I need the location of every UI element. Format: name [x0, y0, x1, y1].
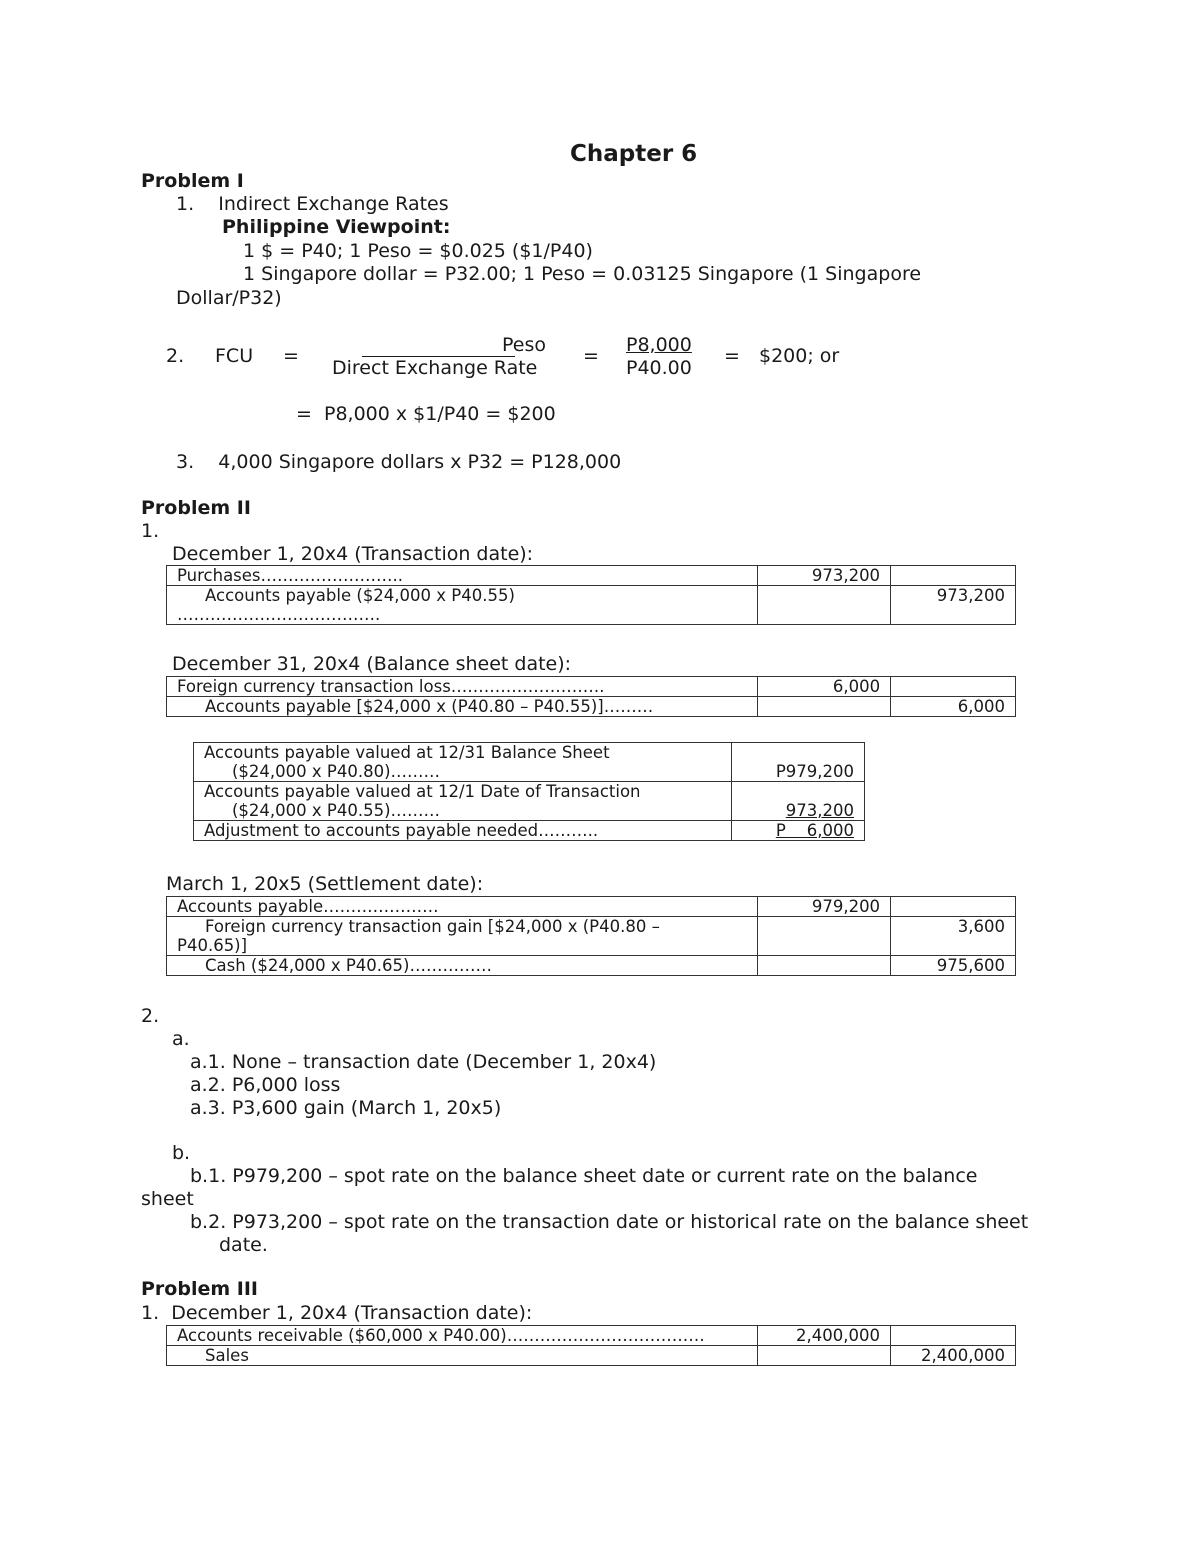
chapter-title: Chapter 6	[570, 141, 698, 167]
account-cell: Sales	[167, 1346, 758, 1366]
debit-cell	[758, 586, 891, 625]
problem-3-heading: Problem III	[141, 1278, 258, 1300]
debit-cell	[758, 956, 891, 976]
p1-item-3: 3. 4,000 Singapore dollars x P32 = P128,000	[176, 451, 622, 473]
debit-cell	[758, 1346, 891, 1366]
description-cell: Accounts payable valued at 12/1 Date of Transaction ($24,000 x P40.55)………	[194, 782, 732, 821]
equals-sign: =	[583, 345, 599, 367]
problem-1-heading: Problem I	[141, 170, 244, 192]
fraction-1-denominator: Direct Exchange Rate	[332, 357, 538, 379]
answer-a1: a.1. None – transaction date (December 1, 20x4)	[190, 1051, 657, 1073]
rate-line-dollar: 1 $ = P40; 1 Peso = $0.025 ($1/P40)	[243, 240, 593, 262]
fraction-2-numerator: P8,000	[626, 334, 692, 356]
fcu-result: $200; or	[759, 345, 840, 367]
p3-line-1: 1. December 1, 20x4 (Transaction date):	[141, 1302, 533, 1324]
mar1-label: March 1, 20x5 (Settlement date):	[166, 873, 484, 895]
p1-item-2-number: 2.	[166, 345, 185, 367]
table-row	[167, 586, 1016, 625]
table-row	[167, 677, 1016, 697]
rate-line-singapore: 1 Singapore dollar = P32.00; 1 Peso = 0.03125 Singapore (1 Singapore	[243, 263, 922, 285]
debit-cell: 6,000	[758, 677, 891, 697]
p2-number-2: 2.	[141, 1005, 160, 1027]
answer-b2-cont: date.	[219, 1234, 268, 1256]
journal-entry-p3	[166, 1325, 1016, 1366]
answer-b2: b.2. P973,200 – spot rate on the transaction date or historical rate on the balance sheet	[190, 1211, 1029, 1233]
part-a-label: a.	[172, 1028, 190, 1050]
credit-cell	[891, 897, 1016, 917]
amount-cell: 973,200	[732, 782, 865, 821]
philippine-viewpoint: Philippine Viewpoint:	[222, 216, 451, 238]
dec1-label: December 1, 20x4 (Transaction date):	[172, 543, 534, 565]
equals-sign: =	[283, 345, 299, 367]
account-cell: Foreign currency transaction gain [$24,000 x (P40.80 – P40.65)]	[167, 917, 758, 956]
credit-cell	[891, 566, 1016, 586]
account-cell: Accounts receivable ($60,000 x P40.00)………………………………	[167, 1326, 758, 1346]
account-cell: Accounts payable [$24,000 x (P40.80 – P40.55)]………	[167, 697, 758, 717]
fraction-2-denominator: P40.00	[626, 357, 692, 379]
table-row	[167, 1346, 1016, 1366]
table-row	[167, 697, 1016, 717]
table-row	[167, 917, 1016, 956]
account-cell: Cash ($24,000 x P40.65)……………	[167, 956, 758, 976]
credit-cell: 975,600	[891, 956, 1016, 976]
dec31-label: December 31, 20x4 (Balance sheet date):	[172, 653, 572, 675]
table-row	[167, 566, 1016, 586]
table-row	[167, 897, 1016, 917]
journal-entry-dec1	[166, 565, 1016, 625]
problem-2-heading: Problem II	[141, 497, 251, 519]
account-cell: Purchases……………………..	[167, 566, 758, 586]
adjustment-schedule	[193, 742, 865, 841]
account-cell: Accounts payable…………………	[167, 897, 758, 917]
answer-b1-cont: sheet	[141, 1188, 194, 1210]
table-row	[194, 743, 865, 782]
credit-cell	[891, 1326, 1016, 1346]
answer-a3: a.3. P3,600 gain (March 1, 20x5)	[190, 1097, 502, 1119]
equals-sign: =	[724, 345, 740, 367]
credit-cell	[891, 677, 1016, 697]
journal-entry-mar1	[166, 896, 1016, 976]
p2-number-1: 1.	[141, 520, 160, 542]
fcu-alt-computation: = P8,000 x $1/P40 = $200	[296, 403, 556, 425]
fraction-1-numerator: Peso	[502, 334, 546, 356]
credit-cell: 973,200	[891, 586, 1016, 625]
credit-cell: 2,400,000	[891, 1346, 1016, 1366]
debit-cell: 979,200	[758, 897, 891, 917]
p1-item-1: 1. Indirect Exchange Rates	[176, 193, 449, 215]
answer-a2: a.2. P6,000 loss	[190, 1074, 341, 1096]
table-row	[194, 782, 865, 821]
rate-line-singapore-cont: Dollar/P32)	[176, 287, 282, 309]
part-b-label: b.	[172, 1142, 191, 1164]
description-cell: Adjustment to accounts payable needed………..	[194, 821, 732, 841]
table-row	[194, 821, 865, 841]
journal-entry-dec31	[166, 676, 1016, 717]
debit-cell	[758, 697, 891, 717]
debit-cell: 973,200	[758, 566, 891, 586]
amount-cell: P979,200	[732, 743, 865, 782]
debit-cell: 2,400,000	[758, 1326, 891, 1346]
account-cell: Accounts payable ($24,000 x P40.55) ……………………………….	[167, 586, 758, 625]
credit-cell: 6,000	[891, 697, 1016, 717]
amount-cell: P 6,000	[732, 821, 865, 841]
table-row	[167, 1326, 1016, 1346]
debit-cell	[758, 917, 891, 956]
credit-cell: 3,600	[891, 917, 1016, 956]
account-cell: Foreign currency transaction loss……………………….	[167, 677, 758, 697]
fcu-label: FCU	[215, 345, 254, 367]
answer-b1: b.1. P979,200 – spot rate on the balance sheet date or current rate on the balance	[190, 1165, 978, 1187]
description-cell: Accounts payable valued at 12/31 Balance Sheet ($24,000 x P40.80)………	[194, 743, 732, 782]
table-row	[167, 956, 1016, 976]
